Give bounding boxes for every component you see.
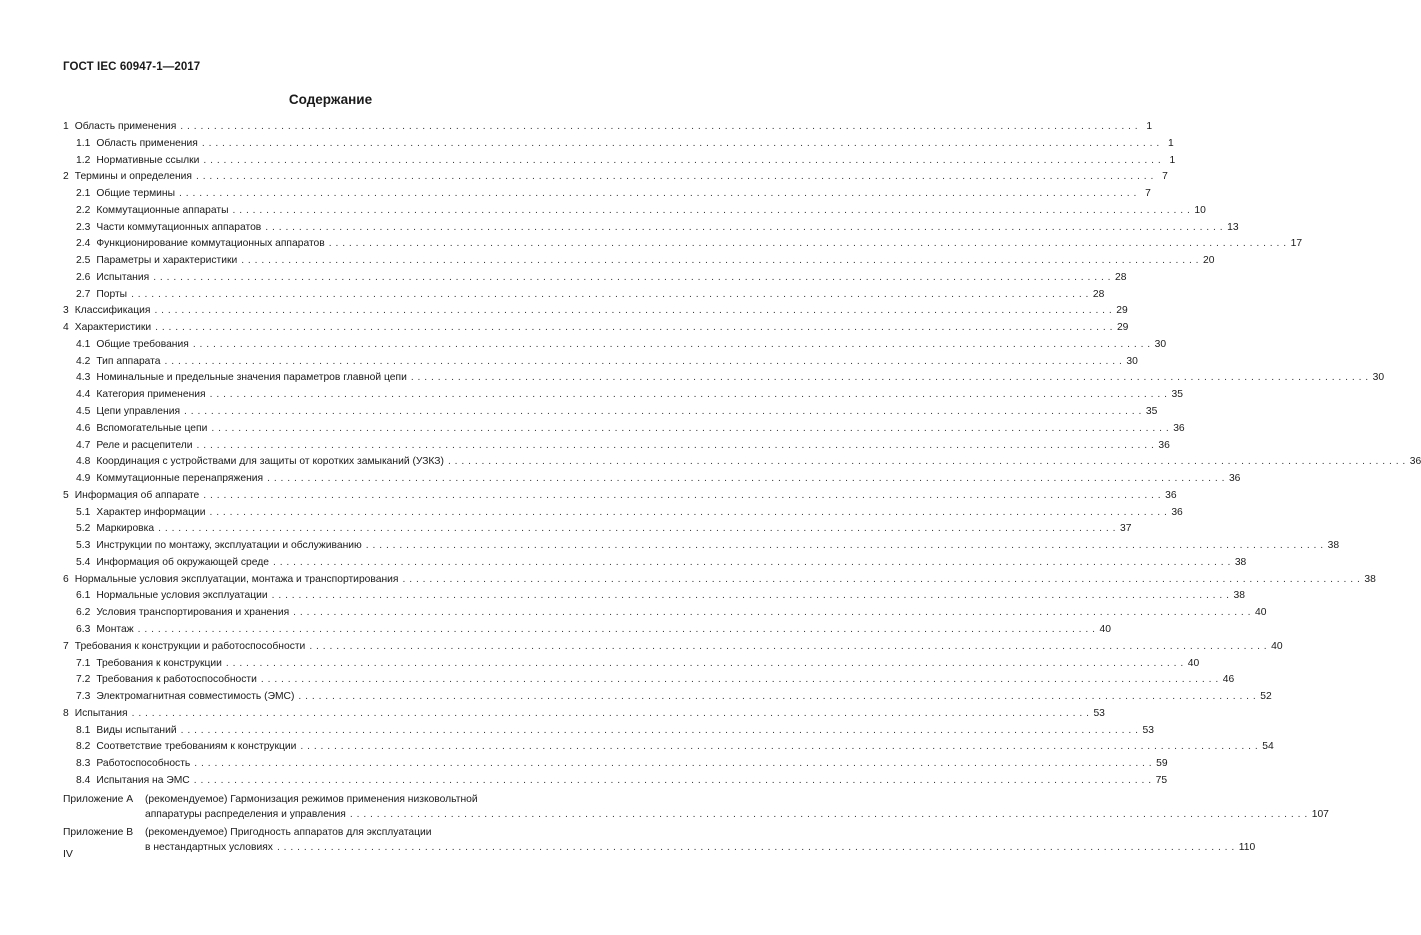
toc-entry-page: 1	[1146, 121, 1153, 132]
annex-label: Приложение В	[63, 826, 134, 838]
toc-entry[interactable]	[63, 471, 1241, 488]
toc-entry-number: 1.1	[76, 137, 91, 149]
toc-entry-label: Части коммутационных аппаратов	[96, 221, 262, 233]
toc-entry[interactable]	[63, 588, 1245, 605]
toc-annex-entry[interactable]	[63, 825, 1256, 856]
dot-leader	[184, 404, 1142, 421]
toc-entry-number: 5.3	[76, 540, 91, 552]
dot-leader	[131, 287, 1089, 304]
toc-entry[interactable]	[63, 672, 1235, 689]
annex-page: 110	[1238, 842, 1256, 854]
dot-leader	[203, 153, 1161, 170]
annex-label: Приложение А	[63, 793, 134, 805]
toc-entry-number: 6.3	[76, 623, 91, 635]
toc-entry-page: 36	[1165, 489, 1177, 501]
dot-leader	[261, 672, 1219, 689]
toc-annex-entry[interactable]	[63, 792, 1329, 823]
toc-entry-label: Параметры и характеристики	[96, 255, 238, 267]
toc-entry-label: Коммутационные аппараты	[96, 204, 229, 216]
toc-entry[interactable]	[63, 303, 1128, 320]
dot-leader	[181, 723, 1139, 740]
toc-entry-number: 1.2	[76, 154, 91, 166]
toc-entry-label: Реле и расцепители	[96, 439, 193, 451]
toc-entry[interactable]	[63, 555, 1247, 572]
toc-entry-label: Тип аппарата	[96, 355, 161, 367]
toc-entry[interactable]	[63, 723, 1154, 740]
annex-title-line1: (рекомендуемое) Пригодность аппаратов для эксплуатации	[145, 826, 432, 838]
toc-entry-label: Электромагнитная совместимость (ЭМС)	[96, 691, 295, 703]
toc-entry[interactable]	[63, 572, 1376, 589]
toc-entry-label: Область применения	[96, 137, 198, 149]
toc-entry-label: Область применения	[74, 121, 177, 132]
dot-leader	[241, 253, 1199, 270]
toc-entry[interactable]	[63, 220, 1239, 237]
toc-entry-page: 35	[1171, 389, 1183, 401]
dot-leader	[209, 505, 1167, 522]
toc-entry-label: Инструкции по монтажу, эксплуатации и обслуживанию	[96, 540, 362, 552]
dot-leader	[293, 605, 1251, 622]
toc-entry-page: 38	[1327, 540, 1340, 552]
toc-entry-number: 8.2	[76, 741, 91, 753]
toc-entry[interactable]	[63, 354, 1138, 371]
toc-entry-page: 35	[1145, 406, 1158, 418]
table-of-contents	[63, 119, 1421, 856]
toc-entry[interactable]	[63, 739, 1274, 756]
dot-leader	[273, 555, 1231, 572]
toc-entry-number: 5.2	[76, 523, 91, 535]
toc-entry[interactable]	[63, 605, 1267, 622]
toc-entry-number: 2.7	[76, 288, 91, 300]
toc-entry-page: 1	[1169, 154, 1176, 166]
toc-entry-page: 54	[1262, 741, 1274, 753]
toc-entry[interactable]	[63, 203, 1206, 220]
dot-leader	[329, 236, 1287, 253]
dot-leader	[153, 270, 1111, 287]
toc-entry-number: 3	[63, 305, 69, 317]
toc-entry-number: 5	[63, 489, 69, 501]
toc-entry-page: 53	[1142, 724, 1154, 736]
toc-entry-page: 40	[1099, 623, 1111, 635]
dot-leader	[298, 689, 1256, 706]
toc-entry-number: 4.8	[76, 456, 91, 468]
toc-entry-label: Требования к работоспособности	[96, 674, 257, 686]
dot-leader	[448, 454, 1406, 471]
toc-entry[interactable]	[63, 521, 1132, 538]
toc-entry-number: 4.6	[76, 422, 91, 434]
toc-entry[interactable]	[63, 622, 1111, 639]
dot-leader	[194, 773, 1152, 790]
toc-entry-page: 30	[1154, 338, 1167, 350]
toc-entry-page: 28	[1092, 288, 1105, 300]
dot-leader	[277, 840, 1235, 856]
toc-entry-label: Термины и определения	[74, 171, 192, 183]
toc-entry-page: 36	[1158, 439, 1170, 451]
toc-entry-label: Виды испытаний	[96, 724, 177, 736]
toc-entry[interactable]	[63, 270, 1127, 287]
dot-leader	[138, 622, 1096, 639]
toc-entry-page: 30	[1372, 372, 1385, 384]
toc-entry-number: 7.3	[76, 691, 91, 703]
toc-entry-label: Испытания	[74, 707, 128, 719]
toc-entry-label: Координация с устройствами для защиты от коротких замыканий (УЗКЗ)	[96, 456, 444, 468]
toc-entry-page: 17	[1290, 238, 1303, 250]
annex-title-line2: аппаратуры распределения и управления	[145, 809, 346, 821]
toc-entry-label: Функционирование коммутационных аппаратов	[96, 238, 325, 250]
toc-entry-number: 8.1	[76, 724, 91, 736]
toc-entry-label: Монтаж	[96, 623, 134, 635]
toc-entry-label: Общие требования	[96, 338, 189, 350]
toc-entry[interactable]	[63, 505, 1183, 522]
toc-entry-number: 8.3	[76, 758, 91, 770]
toc-entry-page: 10	[1194, 204, 1206, 216]
toc-entry-number: 2	[63, 171, 69, 183]
toc-entry-number: 8.4	[76, 774, 91, 786]
toc-entry[interactable]	[63, 337, 1167, 354]
toc-entry-number: 1	[63, 121, 69, 132]
dot-leader	[411, 370, 1369, 387]
toc-entry-label: Номинальные и предельные значения параметров главной цепи	[96, 372, 407, 384]
toc-entry-page: 37	[1119, 523, 1132, 535]
dot-leader	[210, 387, 1168, 404]
dot-leader	[193, 337, 1151, 354]
toc-entry-page: 7	[1145, 188, 1151, 200]
toc-entry[interactable]	[63, 454, 1421, 471]
toc-entry-label: Требования к конструкции	[96, 657, 222, 669]
toc-entry-number: 4.7	[76, 439, 91, 451]
toc-entry-number: 6.2	[76, 607, 91, 619]
dot-leader	[265, 220, 1223, 237]
toc-entry-label: Классификация	[74, 305, 151, 317]
toc-entry-label: Вспомогательные цепи	[96, 422, 208, 434]
toc-entry-label: Нормальные условия эксплуатации	[96, 590, 268, 602]
toc-entry[interactable]	[63, 756, 1168, 773]
toc-entry-label: Цепи управления	[96, 406, 181, 418]
dot-leader	[403, 572, 1361, 589]
toc-entry[interactable]	[63, 153, 1176, 170]
dot-leader	[366, 538, 1324, 555]
toc-entry[interactable]	[63, 387, 1183, 404]
dot-leader	[132, 706, 1090, 723]
toc-entry-page: 7	[1162, 171, 1168, 183]
toc-entry-number: 7.1	[76, 657, 91, 669]
toc-entry-number: 7	[63, 640, 69, 652]
toc-entry-number: 6	[63, 573, 69, 585]
toc-entry-number: 4.1	[76, 338, 91, 350]
dot-leader	[179, 186, 1137, 203]
toc-entry[interactable]	[63, 706, 1105, 723]
toc-entry[interactable]	[63, 169, 1168, 186]
dot-leader	[158, 521, 1116, 538]
dot-leader	[202, 136, 1160, 153]
toc-entry-label: Общие термины	[96, 188, 176, 200]
toc-entry[interactable]	[63, 488, 1177, 505]
page-number: IV	[63, 848, 73, 860]
toc-entry-label: Требования к конструкции и работоспособности	[74, 640, 306, 652]
toc-entry-page: 30	[1126, 355, 1138, 367]
toc-entry-page: 28	[1115, 271, 1127, 283]
toc-entry-page: 40	[1271, 640, 1283, 652]
toc-entry-page: 75	[1155, 774, 1168, 786]
toc-entry-number: 4.9	[76, 473, 91, 485]
dot-leader	[272, 588, 1230, 605]
toc-entry-number: 2.4	[76, 238, 91, 250]
toc-entry-number: 2.3	[76, 221, 91, 233]
document-code: ГОСТ IEC 60947-1—2017	[63, 61, 201, 73]
dot-leader	[300, 739, 1258, 756]
toc-entry-page: 36	[1409, 456, 1421, 468]
dot-leader	[233, 203, 1191, 220]
toc-entry[interactable]	[63, 404, 1158, 421]
toc-entry-page: 29	[1116, 322, 1129, 334]
toc-entry-number: 7.2	[76, 674, 91, 686]
toc-entry-number: 4	[63, 322, 69, 334]
annex-title-line1: (рекомендуемое) Гармонизация режимов применения низковольтной	[145, 793, 478, 805]
toc-entry-page: 53	[1093, 707, 1105, 719]
toc-entry-label: Порты	[96, 288, 128, 300]
toc-entry-page: 38	[1233, 590, 1245, 602]
toc-entry-page: 52	[1260, 691, 1272, 703]
dot-leader	[155, 320, 1113, 337]
toc-entry[interactable]	[63, 370, 1385, 387]
toc-entry-label: Информация об аппарате	[74, 489, 200, 501]
toc-entry[interactable]	[63, 236, 1303, 253]
toc-entry-page: 36	[1228, 473, 1241, 485]
dot-leader	[267, 471, 1225, 488]
dot-leader	[154, 303, 1112, 320]
toc-entry-page: 20	[1203, 255, 1215, 267]
dot-leader	[350, 807, 1308, 823]
toc-entry-number: 4.3	[76, 372, 91, 384]
toc-entry-page: 29	[1116, 305, 1128, 317]
toc-entry-number: 2.2	[76, 204, 91, 216]
toc-entry-label: Маркировка	[96, 523, 155, 535]
dot-leader	[165, 354, 1123, 371]
toc-entry-number: 4.5	[76, 406, 91, 418]
toc-entry[interactable]	[63, 136, 1174, 153]
toc-entry-number: 8	[63, 707, 69, 719]
toc-entry[interactable]	[63, 689, 1272, 706]
toc-entry-page: 38	[1364, 573, 1376, 585]
dot-leader	[309, 639, 1267, 656]
toc-entry[interactable]	[63, 186, 1151, 203]
toc-entry-label: Категория применения	[96, 389, 206, 401]
toc-entry-page: 1	[1168, 137, 1174, 149]
annex-title-line2: в нестандартных условиях	[145, 842, 273, 854]
toc-entry-label: Нормативные ссылки	[96, 154, 200, 166]
annex-page: 107	[1311, 809, 1329, 821]
toc-entry-number: 2.6	[76, 271, 91, 283]
toc-entry[interactable]	[63, 320, 1129, 337]
toc-entry[interactable]	[63, 656, 1200, 673]
toc-entry-number: 5.4	[76, 556, 91, 568]
toc-entry[interactable]	[63, 773, 1168, 790]
toc-entry-page: 40	[1255, 607, 1267, 619]
toc-entry[interactable]	[63, 287, 1105, 304]
toc-entry-label: Коммутационные перенапряжения	[96, 473, 264, 485]
dot-leader	[211, 421, 1169, 438]
toc-entry-label: Работоспособность	[96, 758, 191, 770]
toc-title: Содержание	[288, 92, 373, 107]
dot-leader	[194, 756, 1152, 773]
toc-entry-number: 4.4	[76, 389, 91, 401]
toc-entry-number: 6.1	[76, 590, 91, 602]
toc-entry-page: 13	[1227, 221, 1239, 233]
dot-leader	[203, 488, 1161, 505]
toc-entry-label: Характеристики	[74, 322, 152, 334]
toc-entry-page: 36	[1171, 506, 1183, 518]
toc-entry-number: 5.1	[76, 506, 91, 518]
toc-entry[interactable]	[63, 639, 1283, 656]
toc-entry[interactable]	[63, 421, 1185, 438]
toc-entry[interactable]	[63, 119, 1153, 136]
toc-entry[interactable]	[63, 438, 1170, 455]
toc-entry[interactable]	[63, 253, 1215, 270]
toc-entry-page: 59	[1156, 758, 1168, 770]
dot-leader	[180, 119, 1138, 136]
toc-entry-label: Нормальные условия эксплуатации, монтажа и транспортирования	[74, 573, 399, 585]
toc-entry-number: 2.5	[76, 255, 91, 267]
toc-entry-page: 40	[1187, 657, 1200, 669]
toc-entry-page: 38	[1234, 556, 1247, 568]
toc-entry-page: 36	[1173, 422, 1185, 434]
dot-leader	[226, 656, 1184, 673]
toc-entry-label: Условия транспортирования и хранения	[96, 607, 290, 619]
toc-entry-label: Соответствие требованиям к конструкции	[96, 741, 297, 753]
dot-leader	[196, 169, 1154, 186]
toc-entry-number: 4.2	[76, 355, 91, 367]
toc-entry-label: Информация об окружающей среде	[96, 556, 269, 568]
toc-entry-label: Испытания на ЭМС	[96, 774, 190, 786]
toc-entry-number: 2.1	[76, 188, 91, 200]
toc-entry-label: Испытания	[96, 271, 150, 283]
toc-entry-page: 46	[1222, 674, 1235, 686]
dot-leader	[197, 438, 1155, 455]
toc-entry[interactable]	[63, 538, 1340, 555]
toc-entry-label: Характер информации	[96, 506, 206, 518]
